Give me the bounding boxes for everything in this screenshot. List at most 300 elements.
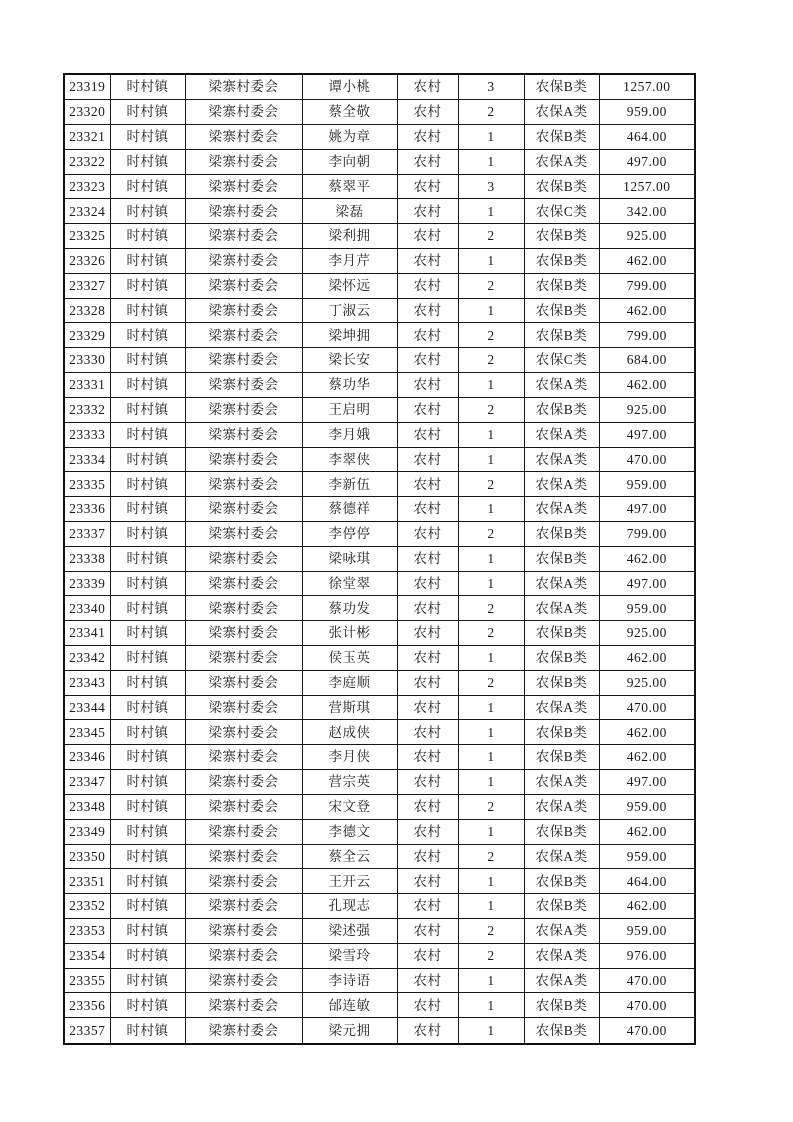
cell-residence-type: 农村 [397,695,458,720]
cell-person-count: 1 [458,546,524,571]
cell-person-name: 王开云 [302,869,397,894]
cell-insurance-category: 农保B类 [524,869,599,894]
cell-serial-number: 23349 [64,819,110,844]
cell-residence-type: 农村 [397,770,458,795]
cell-town: 时村镇 [110,695,185,720]
cell-serial-number: 23342 [64,646,110,671]
cell-serial-number: 23344 [64,695,110,720]
cell-person-name: 梁长安 [302,348,397,373]
cell-residence-type: 农村 [397,149,458,174]
cell-amount: 497.00 [599,149,695,174]
cell-insurance-category: 农保B类 [524,74,599,100]
cell-person-count: 2 [458,844,524,869]
cell-person-name: 营宗英 [302,770,397,795]
cell-residence-type: 农村 [397,422,458,447]
cell-serial-number: 23355 [64,968,110,993]
cell-insurance-category: 农保B类 [524,124,599,149]
cell-amount: 1257.00 [599,74,695,100]
cell-village-committee: 梁寨村委会 [185,546,302,571]
cell-residence-type: 农村 [397,646,458,671]
cell-person-count: 2 [458,918,524,943]
cell-person-count: 1 [458,745,524,770]
cell-person-name: 王启明 [302,397,397,422]
cell-residence-type: 农村 [397,720,458,745]
cell-insurance-category: 农保A类 [524,844,599,869]
cell-serial-number: 23336 [64,497,110,522]
cell-town: 时村镇 [110,348,185,373]
cell-serial-number: 23353 [64,918,110,943]
cell-residence-type: 农村 [397,323,458,348]
cell-amount: 959.00 [599,100,695,125]
cell-residence-type: 农村 [397,348,458,373]
table-row [64,968,695,993]
cell-town: 时村镇 [110,472,185,497]
cell-amount: 925.00 [599,397,695,422]
cell-insurance-category: 农保A类 [524,571,599,596]
cell-residence-type: 农村 [397,497,458,522]
cell-town: 时村镇 [110,844,185,869]
cell-serial-number: 23351 [64,869,110,894]
cell-residence-type: 农村 [397,224,458,249]
table-row [64,869,695,894]
cell-amount: 799.00 [599,323,695,348]
table-row [64,397,695,422]
cell-village-committee: 梁寨村委会 [185,348,302,373]
cell-residence-type: 农村 [397,273,458,298]
cell-town: 时村镇 [110,943,185,968]
cell-serial-number: 23346 [64,745,110,770]
cell-town: 时村镇 [110,323,185,348]
table-row [64,224,695,249]
table-row [64,571,695,596]
cell-amount: 462.00 [599,720,695,745]
cell-residence-type: 农村 [397,199,458,224]
cell-person-name: 蔡功华 [302,373,397,398]
cell-amount: 497.00 [599,497,695,522]
cell-insurance-category: 农保A类 [524,149,599,174]
cell-person-name: 蔡全敬 [302,100,397,125]
cell-town: 时村镇 [110,373,185,398]
cell-serial-number: 23343 [64,670,110,695]
table-row [64,472,695,497]
cell-residence-type: 农村 [397,124,458,149]
cell-residence-type: 农村 [397,472,458,497]
table-row [64,74,695,100]
cell-residence-type: 农村 [397,844,458,869]
cell-insurance-category: 农保B类 [524,249,599,274]
cell-town: 时村镇 [110,273,185,298]
cell-person-count: 1 [458,497,524,522]
cell-town: 时村镇 [110,397,185,422]
cell-person-name: 姚为章 [302,124,397,149]
cell-amount: 462.00 [599,298,695,323]
cell-residence-type: 农村 [397,993,458,1018]
cell-insurance-category: 农保A类 [524,497,599,522]
cell-insurance-category: 农保B类 [524,174,599,199]
cell-amount: 799.00 [599,521,695,546]
table-row [64,497,695,522]
cell-person-count: 1 [458,819,524,844]
cell-residence-type: 农村 [397,373,458,398]
cell-insurance-category: 农保C类 [524,348,599,373]
table-row [64,943,695,968]
table-row [64,249,695,274]
cell-person-count: 2 [458,397,524,422]
cell-person-count: 1 [458,373,524,398]
cell-person-count: 2 [458,348,524,373]
cell-village-committee: 梁寨村委会 [185,646,302,671]
cell-person-count: 1 [458,695,524,720]
cell-person-name: 李月娥 [302,422,397,447]
table-row [64,174,695,199]
cell-town: 时村镇 [110,745,185,770]
table-row [64,546,695,571]
cell-person-name: 梁磊 [302,199,397,224]
cell-insurance-category: 农保A类 [524,100,599,125]
table-row [64,298,695,323]
cell-insurance-category: 农保A类 [524,794,599,819]
cell-amount: 462.00 [599,745,695,770]
cell-person-name: 徐堂翠 [302,571,397,596]
cell-amount: 462.00 [599,894,695,919]
cell-village-committee: 梁寨村委会 [185,298,302,323]
cell-residence-type: 农村 [397,447,458,472]
cell-town: 时村镇 [110,546,185,571]
cell-amount: 462.00 [599,249,695,274]
cell-insurance-category: 农保A类 [524,596,599,621]
cell-town: 时村镇 [110,149,185,174]
cell-town: 时村镇 [110,571,185,596]
cell-person-name: 张计彬 [302,621,397,646]
cell-residence-type: 农村 [397,745,458,770]
cell-person-name: 蔡全云 [302,844,397,869]
cell-person-count: 2 [458,224,524,249]
cell-person-count: 1 [458,770,524,795]
subsidy-table [63,73,696,1045]
cell-serial-number: 23327 [64,273,110,298]
cell-insurance-category: 农保B类 [524,621,599,646]
cell-village-committee: 梁寨村委会 [185,695,302,720]
table-row [64,323,695,348]
cell-serial-number: 23352 [64,894,110,919]
cell-village-committee: 梁寨村委会 [185,670,302,695]
cell-person-count: 1 [458,968,524,993]
cell-town: 时村镇 [110,596,185,621]
cell-person-count: 1 [458,993,524,1018]
cell-person-name: 梁利拥 [302,224,397,249]
cell-serial-number: 23337 [64,521,110,546]
cell-insurance-category: 农保B类 [524,323,599,348]
cell-amount: 497.00 [599,422,695,447]
table-row [64,720,695,745]
cell-insurance-category: 农保B类 [524,546,599,571]
cell-person-count: 2 [458,521,524,546]
cell-amount: 462.00 [599,373,695,398]
cell-village-committee: 梁寨村委会 [185,844,302,869]
cell-residence-type: 农村 [397,546,458,571]
cell-insurance-category: 农保B类 [524,397,599,422]
cell-amount: 464.00 [599,124,695,149]
cell-amount: 464.00 [599,869,695,894]
cell-person-name: 梁元拥 [302,1018,397,1044]
cell-town: 时村镇 [110,670,185,695]
cell-person-name: 李翠侠 [302,447,397,472]
cell-town: 时村镇 [110,298,185,323]
cell-insurance-category: 农保B类 [524,646,599,671]
cell-town: 时村镇 [110,74,185,100]
cell-town: 时村镇 [110,918,185,943]
cell-town: 时村镇 [110,968,185,993]
cell-amount: 684.00 [599,348,695,373]
cell-town: 时村镇 [110,497,185,522]
cell-person-name: 蔡德祥 [302,497,397,522]
cell-insurance-category: 农保A类 [524,422,599,447]
cell-person-name: 邰连敏 [302,993,397,1018]
cell-residence-type: 农村 [397,794,458,819]
cell-town: 时村镇 [110,199,185,224]
cell-person-name: 李停停 [302,521,397,546]
table-row [64,770,695,795]
cell-amount: 462.00 [599,646,695,671]
cell-serial-number: 23339 [64,571,110,596]
cell-town: 时村镇 [110,100,185,125]
cell-person-count: 3 [458,174,524,199]
cell-village-committee: 梁寨村委会 [185,124,302,149]
cell-serial-number: 23321 [64,124,110,149]
cell-insurance-category: 农保A类 [524,472,599,497]
cell-person-count: 1 [458,720,524,745]
cell-serial-number: 23335 [64,472,110,497]
cell-person-name: 李庭顺 [302,670,397,695]
cell-village-committee: 梁寨村委会 [185,199,302,224]
cell-residence-type: 农村 [397,1018,458,1044]
cell-town: 时村镇 [110,770,185,795]
cell-village-committee: 梁寨村委会 [185,174,302,199]
cell-person-name: 蔡功发 [302,596,397,621]
cell-serial-number: 23320 [64,100,110,125]
cell-serial-number: 23341 [64,621,110,646]
cell-residence-type: 农村 [397,918,458,943]
cell-serial-number: 23350 [64,844,110,869]
cell-village-committee: 梁寨村委会 [185,968,302,993]
cell-village-committee: 梁寨村委会 [185,100,302,125]
cell-residence-type: 农村 [397,596,458,621]
cell-residence-type: 农村 [397,819,458,844]
cell-town: 时村镇 [110,720,185,745]
cell-village-committee: 梁寨村委会 [185,819,302,844]
cell-person-count: 1 [458,124,524,149]
cell-person-name: 梁怀远 [302,273,397,298]
cell-village-committee: 梁寨村委会 [185,993,302,1018]
cell-insurance-category: 农保B类 [524,894,599,919]
cell-insurance-category: 农保A类 [524,447,599,472]
table-row [64,844,695,869]
cell-amount: 959.00 [599,844,695,869]
cell-person-count: 1 [458,199,524,224]
cell-village-committee: 梁寨村委会 [185,1018,302,1044]
cell-amount: 1257.00 [599,174,695,199]
cell-amount: 925.00 [599,621,695,646]
cell-serial-number: 23334 [64,447,110,472]
cell-town: 时村镇 [110,819,185,844]
table-row [64,521,695,546]
cell-amount: 342.00 [599,199,695,224]
cell-residence-type: 农村 [397,621,458,646]
cell-amount: 470.00 [599,695,695,720]
cell-insurance-category: 农保B类 [524,224,599,249]
cell-village-committee: 梁寨村委会 [185,918,302,943]
table-row [64,447,695,472]
cell-serial-number: 23328 [64,298,110,323]
cell-insurance-category: 农保B类 [524,298,599,323]
cell-town: 时村镇 [110,646,185,671]
table-row [64,745,695,770]
cell-residence-type: 农村 [397,100,458,125]
cell-village-committee: 梁寨村委会 [185,422,302,447]
cell-serial-number: 23324 [64,199,110,224]
cell-person-name: 李月芹 [302,249,397,274]
cell-serial-number: 23329 [64,323,110,348]
cell-insurance-category: 农保A类 [524,695,599,720]
cell-village-committee: 梁寨村委会 [185,894,302,919]
cell-amount: 497.00 [599,571,695,596]
cell-person-name: 梁述强 [302,918,397,943]
cell-serial-number: 23330 [64,348,110,373]
cell-town: 时村镇 [110,993,185,1018]
cell-insurance-category: 农保A类 [524,943,599,968]
cell-serial-number: 23331 [64,373,110,398]
cell-person-count: 1 [458,894,524,919]
cell-town: 时村镇 [110,174,185,199]
cell-village-committee: 梁寨村委会 [185,373,302,398]
cell-person-count: 1 [458,646,524,671]
cell-person-name: 梁咏琪 [302,546,397,571]
cell-residence-type: 农村 [397,894,458,919]
table-row [64,670,695,695]
cell-serial-number: 23332 [64,397,110,422]
cell-village-committee: 梁寨村委会 [185,869,302,894]
cell-town: 时村镇 [110,521,185,546]
cell-village-committee: 梁寨村委会 [185,447,302,472]
cell-amount: 470.00 [599,1018,695,1044]
table-row [64,199,695,224]
cell-village-committee: 梁寨村委会 [185,621,302,646]
table-row [64,993,695,1018]
cell-amount: 470.00 [599,447,695,472]
cell-person-name: 侯玉英 [302,646,397,671]
cell-amount: 462.00 [599,546,695,571]
cell-town: 时村镇 [110,447,185,472]
cell-person-count: 1 [458,1018,524,1044]
cell-village-committee: 梁寨村委会 [185,472,302,497]
cell-village-committee: 梁寨村委会 [185,249,302,274]
cell-person-name: 李新伍 [302,472,397,497]
table-row [64,373,695,398]
cell-insurance-category: 农保B类 [524,745,599,770]
cell-village-committee: 梁寨村委会 [185,273,302,298]
cell-village-committee: 梁寨村委会 [185,571,302,596]
cell-person-name: 梁雪玲 [302,943,397,968]
cell-insurance-category: 农保B类 [524,521,599,546]
cell-serial-number: 23356 [64,993,110,1018]
cell-serial-number: 23357 [64,1018,110,1044]
cell-person-count: 3 [458,74,524,100]
cell-serial-number: 23345 [64,720,110,745]
cell-insurance-category: 农保B类 [524,993,599,1018]
cell-insurance-category: 农保B类 [524,819,599,844]
cell-village-committee: 梁寨村委会 [185,224,302,249]
cell-insurance-category: 农保A类 [524,968,599,993]
cell-amount: 470.00 [599,968,695,993]
cell-residence-type: 农村 [397,521,458,546]
cell-insurance-category: 农保B类 [524,273,599,298]
table-row [64,621,695,646]
table-row [64,596,695,621]
cell-amount: 925.00 [599,224,695,249]
cell-town: 时村镇 [110,1018,185,1044]
cell-person-name: 营斯琪 [302,695,397,720]
table-row [64,646,695,671]
cell-village-committee: 梁寨村委会 [185,149,302,174]
table-row [64,422,695,447]
table-row [64,1018,695,1044]
cell-person-name: 宋文登 [302,794,397,819]
cell-amount: 925.00 [599,670,695,695]
cell-person-count: 1 [458,571,524,596]
cell-amount: 470.00 [599,993,695,1018]
cell-town: 时村镇 [110,869,185,894]
cell-insurance-category: 农保B类 [524,720,599,745]
cell-town: 时村镇 [110,124,185,149]
cell-person-count: 2 [458,273,524,298]
cell-person-count: 1 [458,149,524,174]
cell-serial-number: 23323 [64,174,110,199]
cell-town: 时村镇 [110,224,185,249]
cell-serial-number: 23340 [64,596,110,621]
cell-amount: 799.00 [599,273,695,298]
table-body [64,74,695,1044]
cell-town: 时村镇 [110,794,185,819]
cell-residence-type: 农村 [397,968,458,993]
cell-village-committee: 梁寨村委会 [185,596,302,621]
cell-residence-type: 农村 [397,74,458,100]
cell-person-count: 1 [458,869,524,894]
cell-person-name: 李德文 [302,819,397,844]
cell-person-name: 赵成侠 [302,720,397,745]
table-row [64,273,695,298]
cell-village-committee: 梁寨村委会 [185,745,302,770]
cell-village-committee: 梁寨村委会 [185,720,302,745]
table-row [64,918,695,943]
cell-person-count: 2 [458,943,524,968]
cell-town: 时村镇 [110,422,185,447]
cell-person-count: 2 [458,670,524,695]
table-row [64,348,695,373]
table-row [64,695,695,720]
cell-village-committee: 梁寨村委会 [185,497,302,522]
cell-serial-number: 23333 [64,422,110,447]
cell-serial-number: 23326 [64,249,110,274]
table-row [64,124,695,149]
cell-person-name: 梁坤拥 [302,323,397,348]
cell-residence-type: 农村 [397,670,458,695]
cell-amount: 462.00 [599,819,695,844]
cell-person-count: 2 [458,323,524,348]
cell-person-name: 李诗语 [302,968,397,993]
table-row [64,894,695,919]
cell-person-count: 2 [458,794,524,819]
cell-person-count: 1 [458,422,524,447]
